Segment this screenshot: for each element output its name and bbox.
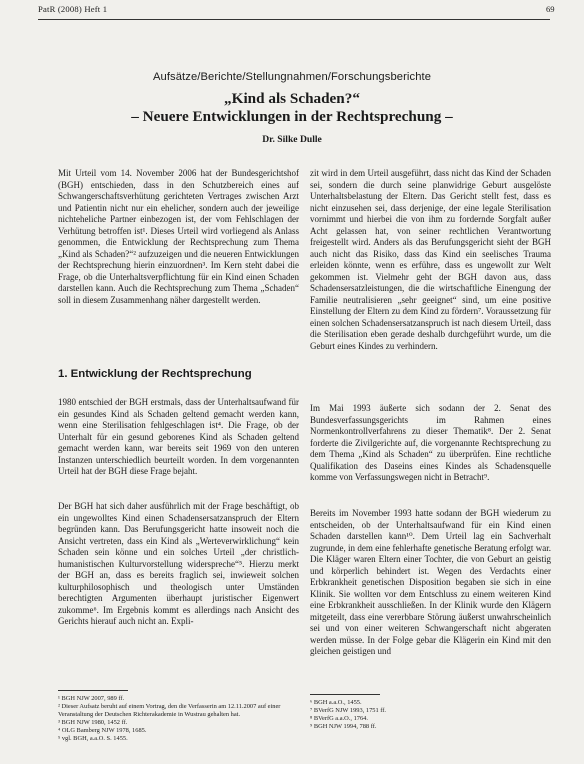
body-paragraph: zit wird in dem Urteil ausgeführt, dass nicht das Kind der Schaden sei, sondern die durch seine planwidrige Geburt ausgelöste Unterhaltsbelastung der Eltern. Das Gericht stellt fest, dass es nicht einzusehen sei, dass derjenige, der eine legale Sterilisation vornimmt und hierbei die von ihm zu fordernde Sorgfalt außer Acht gelassen hat, von seiner rechtlichen Verantwortung freigestellt wird. Anders als das Berufungsgericht sieht der BGH auch nicht das Risiko, dass das Kind ein seelisches Trauma erleiden könnte, wenn es erführe, dass es ungewollt zur Welt gekommen ist. Vielmehr geht der BGH davon aus, dass Schadensersatzleistungen, die die wirtschaftliche Einengung der Familie neutralisieren „sehr geeignet“ sind, um eine positive Einstellung der Eltern zu dem Kind zu fördern⁷. Voraussetzung für einen solchen Schadensersatzanspruch ist nach diesem Urteil, dass die Sterilisation eben gerade deshalb durchgeführt wurde, um die Geburt eines Kindes zu verhindern. [310,168,551,351]
footnote: ³ BGH NJW 1980, 1452 ff. [58,719,128,726]
footnote: ⁵ vgl. BGH, a.a.O. S. 1455. [58,735,128,742]
intro-paragraph: Mit Urteil vom 14. November 2006 hat der Bundesgerichtshof (BGH) entschieden, dass in den Schutzbereich eines auf Schwangerschaftsverhütung gerichteten Vertrages zwischen Arzt und Patientin nicht nur ein ehelicher, sondern auch der jeweilige nichteheliche Partner einbezogen ist, der vom Fehlschlagen der Verhütung betroffen ist¹. Dieses Urteil wird vorliegend als Anlass genommen, die Entwicklung der Rechtsprechung zum Thema „Kind als Schaden?“² aufzuzeigen und die neueren Entwicklungen der Rechtsprechung hierin einzuordnen³. Im Kern steht dabei die Frage, ob die Unterhaltsverpflichtung für ein Kind einen Schaden darstellen kann. Auch die Rechtsprechung zum Thema „Schaden“ soll in diesem Zusammenhang näher dargestellt werden. [58,168,299,305]
footnote: ¹ BGH NJW 2007, 989 ff. [58,695,125,702]
footnote-divider-left [58,690,128,691]
page-number: 69 [546,4,555,14]
section-heading: 1. Entwicklung der Rechtsprechung [58,368,252,380]
section-heading-wrap [58,367,299,381]
footnotes-right [310,699,551,731]
footnote: ² Dieser Aufsatz beruht auf einem Vortrag, den die Verfasserin am 12.11.2007 auf einer Veranstaltung der Deutschen Richterakademie in Wustrau gehalten hat. [58,703,281,718]
footnote: ⁹ BGH NJW 1994, 788 ff. [310,723,377,730]
footnote: ⁴ OLG Bamberg NJW 1978, 1685. [58,727,147,734]
left-column [58,168,299,306]
right-column [310,168,551,352]
article-subtitle: – Neuere Entwicklungen in der Rechtsprechung – [131,108,453,125]
author-byline: Dr. Silke Dulle [262,134,322,145]
footnotes-left [58,695,299,743]
left-column-body-2 [58,501,299,628]
footnote: ⁸ BVerfG a.a.O., 1764. [310,715,368,722]
footnote: ⁶ BGH a.a.O., 1455. [310,699,362,706]
footnote-divider-right [310,694,380,695]
right-column-body-2 [310,508,551,658]
running-header-journal: PatR (2008) Heft 1 [38,4,108,14]
body-paragraph: Im Mai 1993 äußerte sich sodann der 2. Senat des Bundesverfassungsgerichts im Rahmen eines Normenkontrollverfahrens zu dieser Thematik⁸. Der 2. Senat forderte die Zivilgerichte auf, die vorgenannte Rechtsprechung zu dem Thema „Kind als Schaden“ zu überprüfen. Eine rechtliche Qualifikation des Daseins eines Kindes als Schadensquelle komme von Verfassungswegen nicht in Betracht⁹. [310,403,551,482]
header-divider [38,19,550,20]
footnote: ⁷ BVerfG NJW 1993, 1751 ff. [310,707,387,714]
body-paragraph: 1980 entschied der BGH erstmals, dass der Unterhaltsaufwand für ein gesundes Kind als Schaden geltend gemacht werden kann, wenn eine Sterilisation fehlgeschlagen ist⁴. Die Frage, ob der Unterhalt für ein gesund geborenes Kind als Schaden geltend gemacht werden kann, war bereits seit 1969 von den unteren Instanzen unterschiedlich beurteilt worden. In dem vorgenannten Urteil hat der BGH diese Frage bejaht. [58,397,299,476]
body-paragraph: Der BGH hat sich daher ausführlich mit der Frage beschäftigt, ob ein ungewolltes Kind einen Schadensersatzanspruch der Eltern begründen kann. Das Berufungsgericht hatte insoweit noch die Ansicht vertreten, dass ein Kind als „Werteverwirklichung“ kein Schaden sein könne und ein solches Urteil „der christlich-humanistischen Kulturvorstellung widerspreche“⁵. Hierzu merkt der BGH an, dass es bereits fraglich sei, inwieweit solchen kulturphilosophisch und theologisch unter Umständen berechtigten Argumenten überhaupt juristischer Eigenwert zukomme⁶. Im Ergebnis kommt es allerdings nach Ansicht des Gerichts hierauf auch nicht an. Expli- [58,501,299,626]
left-column-body [58,397,299,478]
article-title: „Kind als Schaden?“ [224,90,360,107]
right-column-body [310,403,551,484]
body-paragraph: Bereits im November 1993 hatte sodann der BGH wiederum zu entscheiden, ob der Unterhaltsaufwand für ein Kind einen Schaden darstellen kann¹⁰. Dem Urteil lag ein Sachverhalt zugrunde, in dem eine fehlerhafte genetische Beratung erfolgt war. Die Kläger waren Eltern einer Tochter, die von Geburt an geistig und körperlich behindert ist. Wegen des Verdachts einer Erbkrankheit genetischen Disposition begaben sie sich in eine Klinik. Sie wollten vor dem Entschluss zu einem weiteren Kind eine Erbkrankheit ausschließen. In der Klinik wurde den Klägern mitgeteilt, dass eine vererbbare Störung äußerst unwahrscheinlich sei und von einer weiteren Schwangerschaft nicht abgeraten werden müsse. In der Folge gebar die Klägerin ein Kind mit den gleichen geistigen und [310,508,551,656]
section-kicker: Aufsätze/Berichte/Stellungnahmen/Forschungsberichte [152,71,432,83]
